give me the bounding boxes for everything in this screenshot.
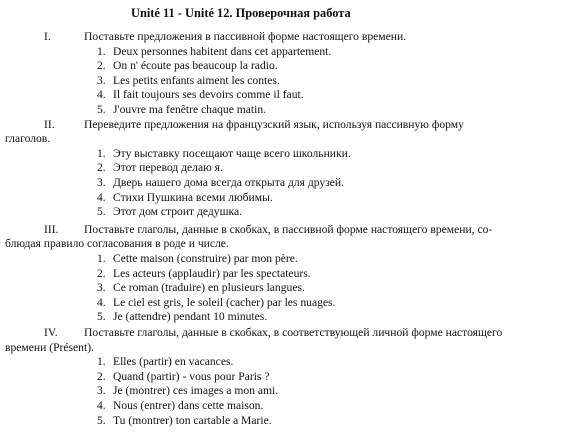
item-text: Le ciel est gris, le soleil (cacher) par les nuages. xyxy=(113,295,336,309)
section-2-numeral: II. xyxy=(44,117,55,131)
item-number: 5. xyxy=(97,413,106,427)
list-item xyxy=(0,384,586,399)
section-1-instruction: Поставьте предложения в пассивной форме настоящего времени. xyxy=(84,30,407,43)
item-number: 4. xyxy=(97,88,106,102)
list-item xyxy=(0,161,586,176)
section-2 xyxy=(0,118,586,220)
item-number: 2. xyxy=(97,161,106,175)
item-text: Этот дом строит дедушка. xyxy=(113,205,243,219)
item-number: 1. xyxy=(97,44,106,58)
section-3-instruction: Поставьте глаголы, данные в скобках, в пассивной форме настоящего времени, со- xyxy=(84,222,493,236)
item-text: Quand (partir) - vous pour Paris ? xyxy=(113,369,270,383)
list-item xyxy=(0,103,586,118)
item-number: 5. xyxy=(97,310,106,324)
item-text: Дверь нашего дома всегда открыта для друзей. xyxy=(113,175,345,189)
section-4-header xyxy=(0,326,586,341)
item-number: 5. xyxy=(97,102,106,116)
section-4-numeral: IV. xyxy=(44,326,58,339)
list-item xyxy=(0,281,586,296)
list-item xyxy=(0,370,586,385)
section-3-instruction-continuation: блюдая правило согласования в роде и числе. xyxy=(5,237,229,251)
page-title: Unité 11 - Unité 12. Проверочная работа xyxy=(131,6,351,20)
section-2-instruction-continuation: глаголов. xyxy=(5,132,51,146)
section-1 xyxy=(0,30,586,118)
item-number: 4. xyxy=(97,398,106,412)
section-4-instruction-continuation: времени (Présent). xyxy=(5,340,94,354)
item-number: 2. xyxy=(97,369,106,383)
item-text: Je (attendre) pendant 10 minutes. xyxy=(113,310,268,324)
list-item xyxy=(0,296,586,311)
section-2-header xyxy=(0,118,586,133)
section-1-header xyxy=(0,30,586,45)
list-item xyxy=(0,205,586,220)
list-item xyxy=(0,355,586,370)
list-item xyxy=(0,310,586,325)
item-number: 1. xyxy=(97,355,106,369)
item-text: Стихи Пушкина всеми любимы. xyxy=(113,190,273,204)
item-number: 1. xyxy=(97,146,106,160)
section-4-items xyxy=(0,355,586,428)
item-number: 4. xyxy=(97,190,106,204)
section-1-numeral: I. xyxy=(44,30,51,43)
item-number: 5. xyxy=(97,205,106,219)
section-3-header xyxy=(0,223,586,238)
item-text: Elles (partir) en vacances. xyxy=(113,355,234,369)
item-text: Ce roman (traduire) en plusieurs langues. xyxy=(113,281,305,295)
item-number: 4. xyxy=(97,295,106,309)
section-4-instruction-continuation-row xyxy=(0,341,586,356)
list-item xyxy=(0,88,586,103)
item-number: 3. xyxy=(97,175,106,189)
item-number: 2. xyxy=(97,266,106,280)
item-text: Les acteurs (applaudir) par les spectateurs. xyxy=(113,266,311,280)
list-item xyxy=(0,252,586,267)
list-item xyxy=(0,147,586,162)
list-item xyxy=(0,191,586,206)
section-2-items xyxy=(0,147,586,220)
item-number: 3. xyxy=(97,73,106,87)
item-text: Tu (montrer) ton cartable a Marie. xyxy=(113,413,272,427)
section-4 xyxy=(0,326,586,428)
item-text: J'ouvre ma fenêtre chaque matin. xyxy=(113,102,267,116)
item-text: Il fait toujours ses devoirs comme il faut. xyxy=(113,88,304,102)
section-1-items xyxy=(0,45,586,118)
item-text: Этот перевод делаю я. xyxy=(113,161,223,175)
list-item xyxy=(0,399,586,414)
list-item xyxy=(0,176,586,191)
section-4-instruction: Поставьте глаголы, данные в скобках, в соответствующей личной форме настоящего xyxy=(84,326,503,339)
list-item xyxy=(0,414,586,429)
section-2-instruction: Переведите предложения на французский язык, используя пассивную форму xyxy=(84,117,464,131)
item-text: Je (montrer) ces images a mon ami. xyxy=(113,384,279,398)
item-text: Эту выставку посещают чаще всего школьники. xyxy=(113,146,351,160)
list-item xyxy=(0,74,586,89)
item-number: 3. xyxy=(97,384,106,398)
item-number: 2. xyxy=(97,59,106,73)
item-number: 1. xyxy=(97,251,106,265)
item-text: Deux personnes habitent dans cet appartement. xyxy=(113,44,332,58)
section-3-instruction-continuation-row xyxy=(0,237,586,252)
section-3 xyxy=(0,223,586,325)
item-text: Nous (entrer) dans cette maison. xyxy=(113,398,264,412)
list-item xyxy=(0,267,586,282)
section-3-items xyxy=(0,252,586,325)
item-number: 3. xyxy=(97,281,106,295)
item-text: Les petits enfants aiment les contes. xyxy=(113,73,280,87)
section-3-numeral: III. xyxy=(44,222,59,236)
item-text: Cette maison (construire) par mon père. xyxy=(113,251,298,265)
item-text: On n' écoute pas beaucoup la radio. xyxy=(113,59,278,73)
list-item xyxy=(0,59,586,74)
list-item xyxy=(0,45,586,60)
section-2-instruction-continuation-row xyxy=(0,132,586,147)
